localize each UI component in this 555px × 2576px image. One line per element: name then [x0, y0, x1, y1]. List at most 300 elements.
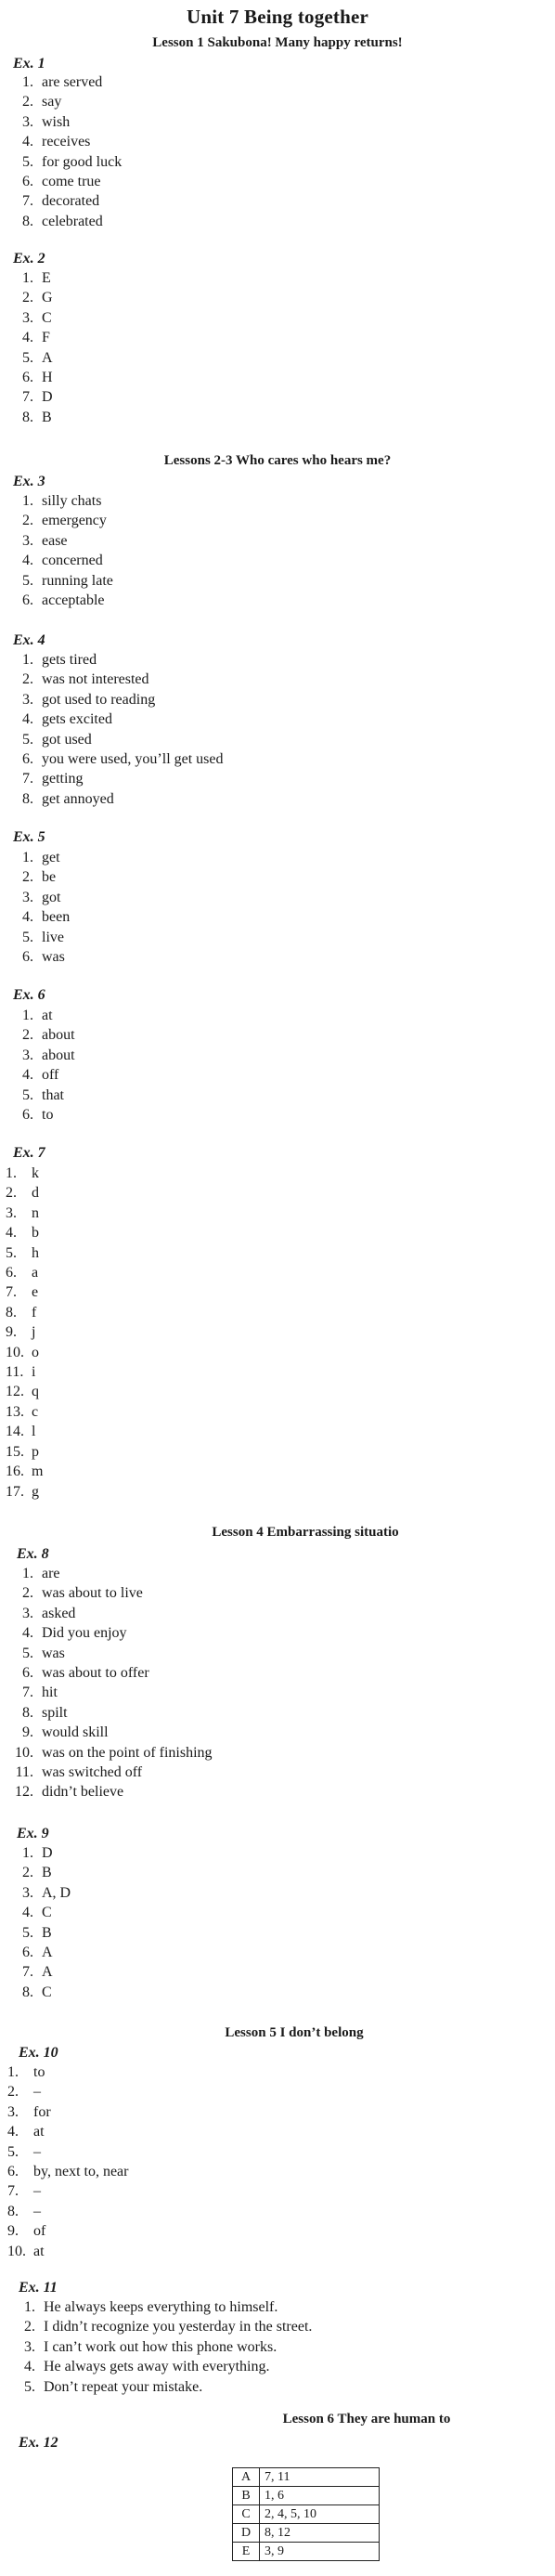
answer-text: p — [32, 1443, 39, 1460]
answer-list — [6, 650, 224, 809]
answer-number: 1. — [24, 2299, 35, 2315]
answer-number: 2. — [22, 513, 33, 529]
answer-number: 7. — [22, 1964, 33, 1981]
answer-item — [6, 571, 113, 591]
answer-number: 5. — [6, 1244, 17, 1261]
answer-number: 1. — [6, 1165, 17, 1181]
answer-item — [6, 1482, 43, 1502]
answer-item — [6, 1564, 213, 1583]
answer-text: A — [42, 349, 53, 366]
answer-item — [6, 1203, 43, 1223]
answer-text: for — [33, 2103, 51, 2120]
answer-number: 4. — [22, 330, 33, 346]
answer-number: 3. — [22, 309, 33, 326]
answer-number: 3. — [22, 113, 33, 130]
answer-number: 16. — [6, 1464, 24, 1480]
answer-number: 8. — [22, 213, 33, 229]
answer-text: spilt — [42, 1704, 68, 1721]
answer-number: 7. — [6, 1284, 17, 1301]
answer-text: running late — [42, 572, 113, 589]
answer-item — [6, 288, 53, 307]
answer-text: come true — [42, 174, 101, 190]
answer-item — [6, 1903, 71, 1922]
answer-text: acceptable — [42, 592, 105, 609]
answer-number: 3. — [22, 691, 33, 708]
answer-text: was not interested — [42, 671, 149, 688]
answer-number: 2. — [24, 2319, 35, 2335]
answer-item — [6, 1623, 213, 1643]
answer-item — [6, 1923, 71, 1943]
answer-number: 13. — [6, 1403, 24, 1420]
answer-item — [6, 1763, 213, 1782]
answer-number: 8. — [22, 790, 33, 807]
answer-item — [7, 2082, 128, 2101]
answer-text: q — [32, 1384, 39, 1400]
answer-list — [6, 491, 113, 610]
answer-list — [6, 1843, 71, 2002]
answer-text: C — [42, 309, 52, 326]
answer-text: l — [32, 1424, 36, 1440]
answer-number: 7. — [7, 2183, 19, 2200]
answer-number: 2. — [22, 1585, 33, 1602]
table-cell-numbers: 1, 6 — [260, 2487, 380, 2505]
answer-text: – — [33, 2084, 41, 2101]
answer-item — [6, 191, 122, 211]
answer-number: 1. — [22, 493, 33, 509]
answer-text: m — [32, 1464, 44, 1480]
answer-text: ease — [42, 532, 68, 549]
answer-item — [6, 1962, 71, 1982]
answer-item — [6, 1782, 213, 1802]
answer-number: 3. — [22, 1884, 33, 1901]
answer-number: 7. — [22, 1685, 33, 1701]
answer-number: 1. — [22, 1566, 33, 1581]
answer-item — [7, 2337, 312, 2357]
answer-item — [6, 1223, 43, 1242]
answer-number: 3. — [22, 1047, 33, 1063]
answer-item — [7, 2377, 312, 2397]
table-row — [233, 2543, 380, 2561]
answer-item — [6, 408, 53, 427]
answer-number: 1. — [22, 1845, 33, 1861]
answer-item — [6, 491, 113, 511]
answer-text: C — [42, 1905, 52, 1921]
answer-number: 5. — [22, 572, 33, 589]
answer-item — [6, 1663, 213, 1683]
lesson-heading: Lesson 6 They are human to — [282, 2412, 451, 2426]
answer-text: j — [32, 1324, 36, 1341]
answer-text: to — [33, 2064, 45, 2080]
answer-text: I can’t work out how this phone works. — [44, 2338, 278, 2355]
answer-number: 3. — [7, 2103, 19, 2120]
exercise-label: Ex. 7 — [13, 1145, 45, 1161]
answer-number: 12. — [15, 1784, 33, 1801]
answer-item — [6, 1863, 71, 1882]
answer-item — [6, 907, 70, 927]
answer-item — [6, 848, 70, 867]
answer-item — [6, 1382, 43, 1401]
answer-item — [6, 1422, 43, 1441]
answer-text: was — [42, 949, 65, 966]
answer-item — [6, 730, 224, 749]
answer-text: say — [42, 94, 62, 111]
answer-text: o — [32, 1344, 39, 1360]
answer-item — [7, 2062, 128, 2082]
answer-number: 17. — [6, 1483, 24, 1500]
answer-item — [6, 1583, 213, 1603]
answer-item — [7, 2162, 128, 2181]
answer-text: getting — [42, 771, 84, 787]
answer-text: get annoyed — [42, 790, 114, 807]
answer-text: wish — [42, 113, 71, 130]
answer-item — [6, 1442, 43, 1462]
answer-list — [6, 848, 70, 967]
answer-number: 6. — [22, 1665, 33, 1682]
answer-number: 2. — [7, 2084, 19, 2101]
answer-text: about — [42, 1047, 75, 1063]
answer-text: was about to live — [42, 1585, 143, 1602]
answer-item — [6, 1322, 43, 1342]
lesson-heading: Lessons 2-3 Who cares who hears me? — [163, 453, 392, 468]
answer-text: B — [42, 1865, 52, 1881]
answer-number: 5. — [24, 2378, 35, 2395]
answer-list — [7, 2297, 312, 2397]
answer-number: 6. — [22, 949, 33, 966]
answer-number: 5. — [22, 349, 33, 366]
table-cell-letter: C — [233, 2505, 260, 2524]
answer-number: 7. — [22, 771, 33, 787]
answer-text: He always keeps everything to himself. — [44, 2299, 278, 2315]
answer-number: 4. — [7, 2124, 19, 2140]
answer-number: 4. — [6, 1225, 17, 1242]
answer-number: 8. — [22, 409, 33, 425]
answer-item — [6, 947, 70, 967]
table-cell-letter: B — [233, 2487, 260, 2505]
answer-item — [6, 92, 122, 111]
table-row — [233, 2487, 380, 2505]
answer-text: celebrated — [42, 213, 103, 229]
answer-item — [6, 387, 53, 407]
lesson-heading: Lesson 1 Sakubona! Many happy returns! — [152, 35, 403, 50]
answer-text: A, D — [42, 1884, 71, 1901]
answer-item — [7, 2297, 312, 2317]
answer-item — [6, 1065, 75, 1085]
answer-number: 6. — [22, 370, 33, 386]
answer-item — [6, 690, 224, 709]
answer-number: 4. — [24, 2359, 35, 2375]
answer-item — [6, 551, 113, 570]
answer-item — [7, 2102, 128, 2122]
answer-text: A — [42, 1945, 53, 1961]
answer-number: 7. — [22, 193, 33, 210]
answer-text: b — [32, 1225, 39, 1242]
answer-item — [7, 2317, 312, 2336]
answer-item — [6, 749, 224, 769]
answer-number: 4. — [22, 909, 33, 926]
answer-text: was — [42, 1645, 65, 1661]
table-cell-letter: E — [233, 2543, 260, 2561]
lesson-heading: Lesson 4 Embarrassing situatio — [212, 1525, 399, 1540]
answer-number: 3. — [22, 532, 33, 549]
answer-text: got — [42, 889, 61, 905]
answer-number: 9. — [22, 1724, 33, 1741]
answer-number: 3. — [6, 1204, 17, 1221]
exercise-label: Ex. 9 — [17, 1826, 49, 1841]
table-row — [233, 2524, 380, 2543]
answer-text: D — [42, 1845, 53, 1861]
answer-text: a — [32, 1265, 39, 1281]
answer-number: 10. — [15, 1744, 33, 1761]
answer-number: 1. — [22, 652, 33, 668]
answer-item — [6, 1683, 213, 1702]
answer-item — [6, 1362, 43, 1382]
answer-item — [6, 928, 70, 947]
answer-number: 6. — [22, 1945, 33, 1961]
answer-text: g — [32, 1483, 39, 1500]
answer-text: gets excited — [42, 711, 112, 728]
answer-item — [6, 1105, 75, 1125]
answer-number: 2. — [22, 869, 33, 886]
answer-number: 2. — [22, 1865, 33, 1881]
answer-item — [6, 511, 113, 530]
answer-number: 11. — [15, 1764, 33, 1781]
answer-item — [6, 1303, 43, 1322]
exercise-label: Ex. 1 — [13, 56, 45, 72]
answer-text: silly chats — [42, 493, 102, 509]
answer-number: 5. — [22, 1645, 33, 1661]
answer-text: emergency — [42, 513, 107, 529]
answer-text: of — [33, 2223, 46, 2240]
answer-text: – — [33, 2183, 41, 2200]
table-cell-letter: D — [233, 2524, 260, 2543]
answer-number: 2. — [22, 1027, 33, 1044]
answer-item — [6, 1343, 43, 1362]
answer-text: you were used, you’ll get used — [42, 751, 224, 768]
lesson-heading: Lesson 5 I don’t belong — [225, 2025, 364, 2040]
answer-item — [6, 1263, 43, 1282]
answer-item — [6, 789, 224, 809]
answer-item — [6, 709, 224, 729]
answer-text: decorated — [42, 193, 100, 210]
answer-text: was about to offer — [42, 1665, 149, 1682]
answer-item — [7, 2357, 312, 2376]
answer-item — [6, 72, 122, 92]
table-cell-numbers: 7, 11 — [260, 2468, 380, 2487]
exercise-label: Ex. 6 — [13, 987, 45, 1003]
exercise-label: Ex. 3 — [13, 474, 45, 489]
answer-item — [6, 1025, 75, 1045]
answer-text: at — [33, 2124, 45, 2140]
answer-number: 14. — [6, 1424, 24, 1440]
answer-number: 2. — [6, 1185, 17, 1202]
answer-item — [6, 172, 122, 191]
answer-item — [6, 1883, 71, 1903]
answer-text: was switched off — [42, 1764, 143, 1781]
answer-number: 8. — [7, 2203, 19, 2219]
answer-number: 12. — [6, 1384, 24, 1400]
answer-item — [6, 531, 113, 551]
answer-number: 1. — [7, 2064, 19, 2080]
answer-item — [6, 1843, 71, 1863]
answer-number: 3. — [22, 889, 33, 905]
answer-item — [7, 2181, 128, 2201]
answer-text: are served — [42, 74, 103, 90]
answer-text: H — [42, 370, 53, 386]
answer-item — [6, 1282, 43, 1302]
answer-number: 4. — [22, 134, 33, 150]
answer-number: 6. — [7, 2164, 19, 2180]
answer-number: 15. — [6, 1443, 24, 1460]
answer-text: Did you enjoy — [42, 1625, 127, 1642]
answer-item — [7, 2122, 128, 2141]
answer-item — [7, 2221, 128, 2241]
answer-item — [6, 1402, 43, 1422]
answer-text: about — [42, 1027, 75, 1044]
answer-text: that — [42, 1086, 64, 1103]
answer-list — [6, 1164, 43, 1502]
answer-item — [6, 152, 122, 172]
answer-item — [7, 2242, 128, 2261]
answer-text: – — [33, 2203, 41, 2219]
match-table — [232, 2467, 380, 2561]
match-table-body — [233, 2468, 380, 2561]
answer-text: gets tired — [42, 652, 97, 668]
answer-text: concerned — [42, 553, 103, 569]
answer-text: C — [42, 1984, 52, 2000]
answer-item — [6, 1164, 43, 1183]
table-cell-numbers: 3, 9 — [260, 2543, 380, 2561]
answer-number: 9. — [7, 2223, 19, 2240]
answer-list — [7, 2062, 128, 2261]
answer-item — [6, 308, 53, 328]
answer-item — [6, 132, 122, 151]
answer-number: 3. — [24, 2338, 35, 2355]
answer-text: F — [42, 330, 50, 346]
answer-text: E — [42, 270, 51, 286]
answer-item — [6, 1462, 43, 1481]
table-cell-numbers: 8, 12 — [260, 2524, 380, 2543]
answer-number: 5. — [22, 731, 33, 748]
answer-number: 10. — [6, 1344, 24, 1360]
answer-text: B — [42, 409, 52, 425]
answer-text: got used to reading — [42, 691, 156, 708]
answer-text: B — [42, 1924, 52, 1941]
answer-text: hit — [42, 1685, 58, 1701]
answer-item — [6, 1703, 213, 1723]
answer-text: – — [33, 2143, 41, 2160]
answer-item — [6, 348, 53, 368]
answer-number: 8. — [22, 1704, 33, 1721]
answer-number: 2. — [22, 671, 33, 688]
answer-item — [6, 1723, 213, 1742]
answer-item — [6, 1943, 71, 1962]
exercise-label: Ex. 12 — [19, 2435, 58, 2451]
answer-number: 6. — [22, 174, 33, 190]
answer-number: 7. — [22, 389, 33, 406]
exercise-label: Ex. 11 — [19, 2280, 58, 2296]
exercise-label: Ex. 10 — [19, 2045, 58, 2061]
answer-number: 5. — [22, 153, 33, 170]
page-title: Unit 7 Being together — [186, 6, 369, 28]
answer-number: 8. — [22, 1984, 33, 2000]
answer-item — [6, 670, 224, 689]
answer-number: 5. — [22, 929, 33, 945]
answer-text: are — [42, 1566, 60, 1581]
exercise-label: Ex. 8 — [17, 1546, 49, 1562]
answer-number: 6. — [22, 1107, 33, 1124]
answer-item — [6, 888, 70, 907]
answer-number: 10. — [7, 2243, 26, 2259]
answer-text: for good luck — [42, 153, 123, 170]
answer-text: be — [42, 869, 57, 886]
answer-number: 5. — [7, 2143, 19, 2160]
answer-number: 8. — [6, 1304, 17, 1321]
answer-text: c — [32, 1403, 39, 1420]
answer-list — [6, 1006, 75, 1125]
answer-item — [6, 112, 122, 132]
table-cell-numbers: 2, 4, 5, 10 — [260, 2505, 380, 2524]
answer-number: 1. — [22, 74, 33, 90]
answer-text: f — [32, 1304, 37, 1321]
answer-item — [7, 2142, 128, 2162]
answer-text: didn’t believe — [42, 1784, 124, 1801]
answer-number: 6. — [22, 592, 33, 609]
answer-number: 5. — [22, 1924, 33, 1941]
answer-text: receives — [42, 134, 91, 150]
answer-number: 6. — [6, 1265, 17, 1281]
table-row — [233, 2468, 380, 2487]
answer-number: 4. — [22, 553, 33, 569]
answer-text: He always gets away with everything. — [44, 2359, 270, 2375]
answer-text: A — [42, 1964, 53, 1981]
answer-text: by, next to, near — [33, 2164, 129, 2180]
answer-number: 2. — [22, 290, 33, 306]
answer-list — [6, 1564, 213, 1802]
answer-item — [6, 328, 53, 347]
answer-text: h — [32, 1244, 39, 1261]
answer-text: would skill — [42, 1724, 109, 1741]
answer-number: 4. — [22, 1067, 33, 1084]
answer-text: I didn’t recognize you yesterday in the street. — [44, 2319, 313, 2335]
answer-number: 5. — [22, 1086, 33, 1103]
answer-number: 1. — [22, 1008, 33, 1023]
answer-text: got used — [42, 731, 92, 748]
answer-text: e — [32, 1284, 39, 1301]
answer-item — [6, 268, 53, 288]
table-row — [233, 2505, 380, 2524]
answer-item — [6, 1183, 43, 1203]
answer-item — [6, 1046, 75, 1065]
answer-text: n — [32, 1204, 39, 1221]
answer-item — [6, 1983, 71, 2002]
answer-text: live — [42, 929, 64, 945]
answer-number: 4. — [22, 711, 33, 728]
answer-number: 9. — [6, 1324, 17, 1341]
answer-list — [6, 268, 53, 427]
answer-text: i — [32, 1364, 36, 1381]
answer-number: 11. — [6, 1364, 24, 1381]
answer-number: 1. — [22, 850, 33, 865]
answer-item — [6, 1243, 43, 1263]
answer-text: at — [42, 1008, 53, 1023]
answer-number: 2. — [22, 94, 33, 111]
answer-text: was on the point of finishing — [42, 1744, 213, 1761]
answer-text: Don’t repeat your mistake. — [44, 2378, 203, 2395]
answer-item — [6, 368, 53, 387]
answer-number: 4. — [22, 1625, 33, 1642]
answer-item — [6, 212, 122, 231]
answer-text: to — [42, 1107, 54, 1124]
